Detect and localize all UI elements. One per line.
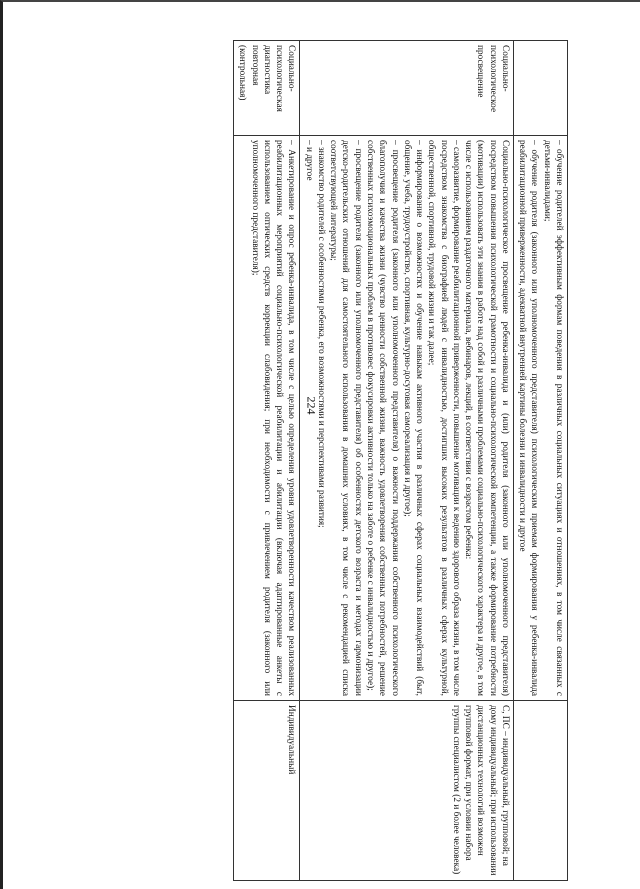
service-content-cell [234,136,300,701]
content-paragraph: – знакомство родителей с особенностями ребенка, его возможностями и перспективами развития; [315,140,326,528]
service-name-cell [513,41,567,136]
service-content-cell [513,136,567,701]
table-row [234,41,300,881]
content-paragraph: – просвещение родителя (законного или уполномоченного представителя) об особенностях детского возраста и методах гармонизации детско-родительских отношений для самостоятельного использования в домашних условиях, в том числе с рекомендацией списка соответствующей литературы; [328,140,363,696]
content-paragraph: Социально-психологическое просвещение ребенка-инвалида и (или) родителя (законного или уполномоченного представителя) посредством повышения психологической грамотности и социально-психологической компетенции, а также формирование потребности (мотивации) использовать эти знания в работе над собой и различными проблемами социально-психологического характера и другое, в том числе с использованием раздаточного материала, вебинаров, лекций, в соответствии с возрастом ребенка: [463,140,510,696]
service-name-cell: Социально-психологическое просвещение [300,41,514,136]
table-row [300,41,514,881]
content-paragraph: – просвещение родителя (законного или уполномоченного представителя) о важности поддержания собственного психологического благополучия и качества жизни (чувство ценности собственной жизни, важность удовлетворения собственных потребностей, решение собственных психоэмоциональных проблем в противовес фокусировки активности только на заботе о ребенке с инвалидностью и другое); [365,140,400,696]
service-content-cell [300,136,514,701]
service-form-cell [513,701,567,881]
services-table [233,40,568,881]
content-paragraph: – обучение родителя (законного или уполномоченного представителя) психологическим приемам формирования у ребенка-инвалида реабилитационной приверженности, адекватной внутренней картины болезни и инвалидности и другое [517,140,540,696]
rotated-table-container [83,40,568,880]
service-form-cell: Индивидуальный [234,701,300,881]
content-paragraph: – информирование о возможностях и обучение навыкам активного участия в различных сферах социальных взаимодействий (быт, общение, учеба, трудоустройство, спортивная, культурно-досуговая самореализация и другое); [401,140,425,696]
content-paragraph: – Анкетирование и опрос ребенка-инвалида, в том числе с целью определения уровня удовлетворенности качеством реализованных реабилитационных мероприятий социально-психологической реабилитации и абилитации (включая адаптированные анкеты с использованием оптических средств коррекции слабовидения; при необходимости с привлечением родителя (законного или уполномоченного представителя); [249,140,297,696]
content-paragraph: – саморазвитие, формирование реабилитационной приверженности, повышение мотивации к ведению здорового образа жизни, в том числе посредством знакомства с биографией людей с инвалидностью, достигших высоких результатов в различных сферах культурной, общественной, спортивной, трудовой жизни и так далее; [426,140,461,696]
table-row [513,41,567,881]
content-paragraph: – обучение родителей эффективным формам поведения в различных социальных ситуациях и отношениях, в том числе связанных с детьми-инвалидами; [541,140,564,696]
service-form-cell: С, ПС – индивидуальный, групповой; на дому индивидуальный; при использовании дистанционных технологий возможен групповой формат, при условии набора группы специалистом (2 и более человека) [300,701,514,881]
page-number: 224 [304,396,319,415]
service-name-cell: Социально-психологическая диагностика повторная (контрольная) [234,41,300,136]
content-paragraph: – и другое [303,140,314,181]
